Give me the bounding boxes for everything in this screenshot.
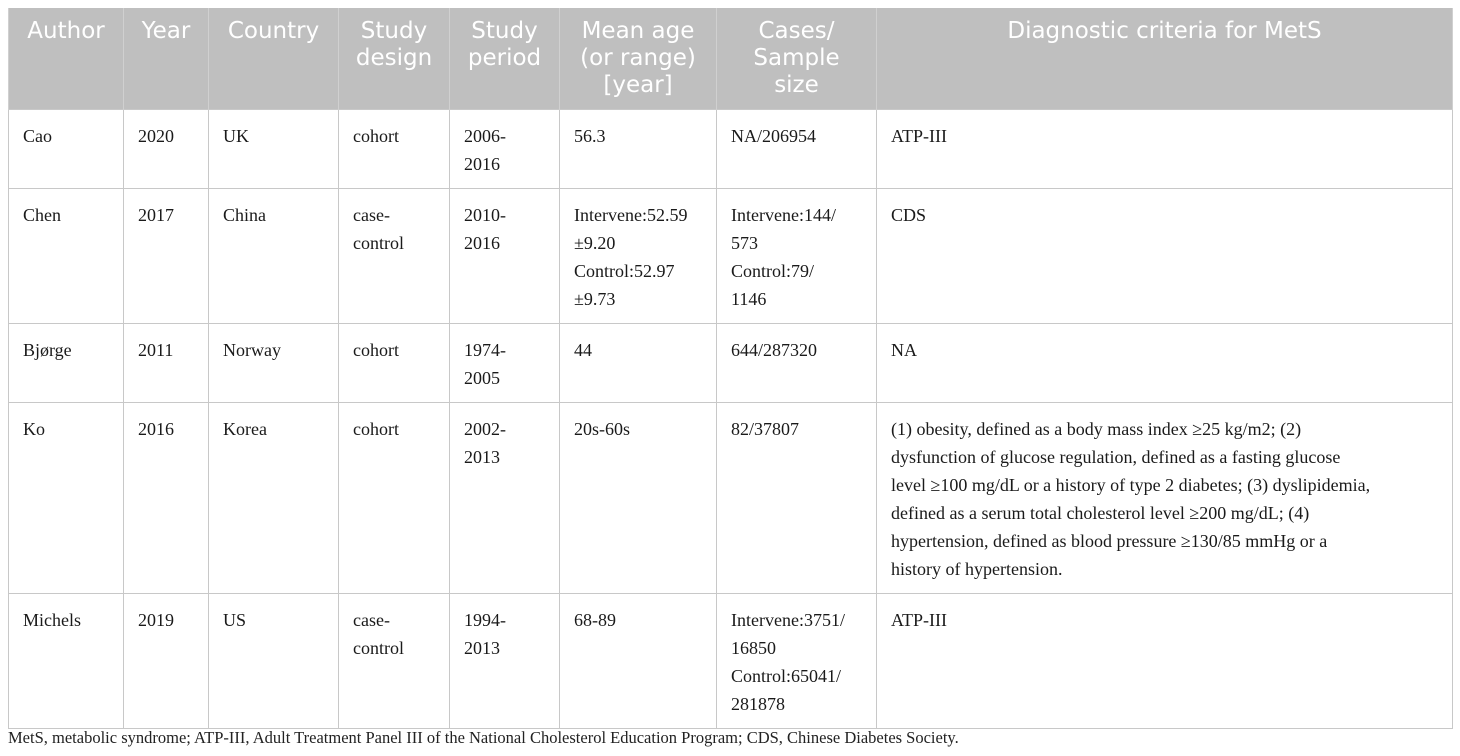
cell-line: (1) obesity, defined as a body mass index ≥25 kg/m2; (2) [891,419,1302,439]
cell-line: 20s-60s [574,419,631,439]
table-header-row [9,8,1453,110]
cell-line: Control:52.97 [574,261,675,281]
column-header-author [9,8,124,110]
cell-cases [717,110,877,189]
table-body [9,110,1453,729]
cell-line: 644/287320 [731,340,818,360]
cell-line: 56.3 [574,126,606,146]
table-row [9,403,1453,594]
cell-line: control [353,233,404,253]
cell-design [339,189,450,324]
column-header-study-design [339,8,450,110]
cell-year: 2019 [124,594,209,729]
column-header-cases-sample-size [717,8,877,110]
column-header-line: Diagnostic criteria for MetS [1007,18,1322,44]
cell-line: 2002- [464,419,506,439]
cell-country: Korea [209,403,339,594]
cell-author: Ko [9,403,124,594]
cell-line: cohort [353,340,399,360]
column-header-line: design [355,45,433,71]
cell-line: level ≥100 mg/dL or a history of type 2 diabetes; (3) dyslipidemia, [891,475,1371,495]
cell-period [450,110,560,189]
cell-author: Cao [9,110,124,189]
cell-age [560,110,717,189]
cell-line: NA/206954 [731,126,816,146]
cell-line: defined as a serum total cholesterol level ≥200 mg/dL; (4) [891,503,1310,523]
column-header-line: Country [227,18,320,44]
cell-line: 2010- [464,205,506,225]
column-header-study-period [450,8,560,110]
cell-criteria [877,189,1453,324]
column-header-line: Year [141,18,191,44]
cell-line: history of hypertension. [891,559,1063,579]
cell-line: dysfunction of glucose regulation, defined as a fasting glucose [891,447,1341,467]
cell-country: Norway [209,324,339,403]
cell-line: 281878 [731,694,785,714]
cell-age [560,189,717,324]
column-header-mean-age [560,8,717,110]
cell-line: ±9.73 [574,289,616,309]
cell-line: CDS [891,205,927,225]
cell-line: 2006- [464,126,506,146]
cell-line: 44 [574,340,592,360]
cell-cases [717,594,877,729]
cell-author: Chen [9,189,124,324]
cell-line: ±9.20 [574,233,616,253]
column-header-line: Study [360,18,428,44]
cell-line: 2016 [464,233,500,253]
cell-country: China [209,189,339,324]
cell-line: 2005 [464,368,500,388]
cell-line: Control:79/ [731,261,815,281]
table-row [9,594,1453,729]
cell-line: ATP-III [891,610,947,630]
cell-criteria [877,594,1453,729]
cell-year: 2011 [124,324,209,403]
cell-cases [717,403,877,594]
column-header-line: period [467,45,542,71]
cell-age [560,324,717,403]
cell-period [450,403,560,594]
cell-line: 1974- [464,340,506,360]
cell-design [339,594,450,729]
column-header-line: size [774,72,819,98]
cell-year: 2020 [124,110,209,189]
cell-line: 68-89 [574,610,616,630]
cell-line: 82/37807 [731,419,800,439]
column-header-line: Study [471,18,538,44]
cell-line: cohort [353,419,399,439]
cell-age [560,594,717,729]
cell-design [339,110,450,189]
cell-line: case- [353,610,390,630]
cell-criteria [877,110,1453,189]
column-header-line: Author [27,18,105,44]
cell-author: Bjørge [9,324,124,403]
cell-cases [717,324,877,403]
cell-period [450,594,560,729]
table-row [9,324,1453,403]
cell-cases [717,189,877,324]
cell-line: ATP-III [891,126,947,146]
cell-line: Control:65041/ [731,666,842,686]
cell-line: 2013 [464,447,500,467]
cell-line: control [353,638,404,658]
table-row [9,189,1453,324]
cell-line: hypertension, defined as blood pressure ≥130/85 mmHg or a [891,531,1328,551]
cell-line: 573 [731,233,758,253]
cell-age [560,403,717,594]
cell-line: Intervene:3751/ [731,610,845,630]
column-header-country [209,8,339,110]
cell-design [339,403,450,594]
column-header-line: [year] [603,72,673,98]
cell-criteria [877,403,1453,594]
cell-line: cohort [353,126,399,146]
cell-line: 2016 [464,154,500,174]
column-header-line: Mean age [581,18,695,44]
column-header-line: Sample [753,45,840,71]
column-header-diagnostic-criteria [877,8,1453,110]
cell-period [450,189,560,324]
column-header-line: Cases/ [758,18,835,44]
cell-line: case- [353,205,390,225]
cell-line: NA [891,340,917,360]
cell-country: US [209,594,339,729]
table-footnote: MetS, metabolic syndrome; ATP-III, Adult Treatment Panel III of the National Cholesterol Education Program; CDS, Chinese Diabetes Society. [8,728,959,747]
table-row [9,110,1453,189]
column-header-line: (or range) [580,45,696,71]
cell-line: 1994- [464,610,506,630]
cell-country: UK [209,110,339,189]
cell-line: 1146 [731,289,767,309]
cell-criteria [877,324,1453,403]
cell-author: Michels [9,594,124,729]
study-characteristics-table [8,8,1453,729]
cell-line: Intervene:52.59 [574,205,688,225]
column-header-year [124,8,209,110]
cell-period [450,324,560,403]
cell-line: 2013 [464,638,500,658]
cell-design [339,324,450,403]
cell-year: 2016 [124,403,209,594]
cell-line: Intervene:144/ [731,205,836,225]
cell-line: 16850 [731,638,776,658]
cell-year: 2017 [124,189,209,324]
